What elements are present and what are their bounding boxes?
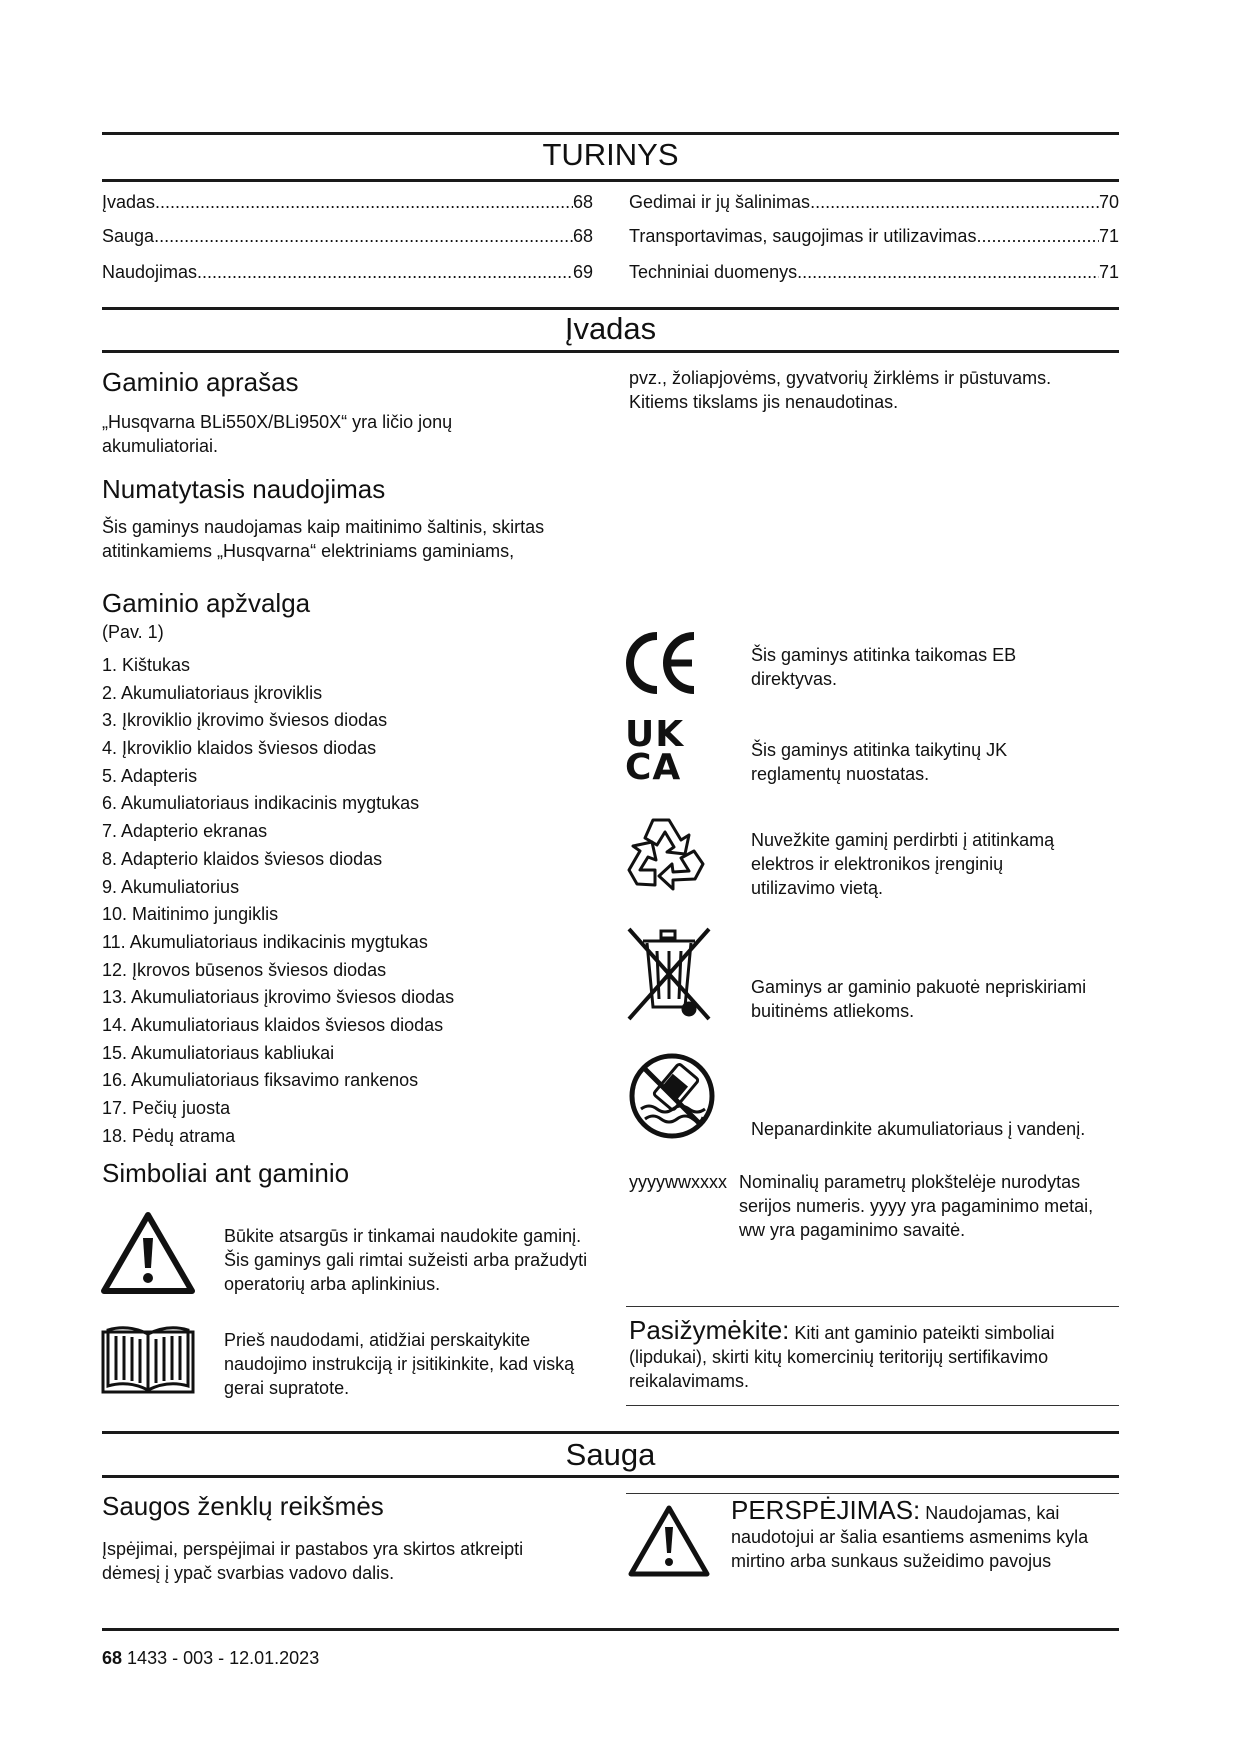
recycle-icon — [623, 812, 711, 898]
sauga-top-rule — [102, 1431, 1119, 1434]
list-item: 6. Akumuliatoriaus indikacinis mygtukas — [102, 793, 420, 814]
crossed-bin-icon — [623, 925, 715, 1021]
note-title: Pasižymėkite: — [629, 1315, 790, 1345]
ivadas-title: Įvadas — [564, 311, 657, 346]
toc-title: TURINYS — [542, 137, 679, 172]
toc-entry-ivadas[interactable]: Įvadas ..... 68 — [102, 192, 593, 213]
list-item: 4. Įkroviklio klaidos šviesos diodas — [102, 738, 377, 759]
safety-signs-text: Įspėjimai, perspėjimai ir pastabos yra skirtos atkreipti dėmesį į ypač svarbias vadovo dalis. — [102, 1539, 524, 1583]
list-item: 1. Kištukas — [102, 655, 191, 675]
intended-use-text-continued: pvz., žoliapjovėms, gyvatvorių žirklėms ir pūstuvams. Kitiems tikslams jis nenaudotinas. — [629, 368, 1052, 412]
no-immersion-icon — [627, 1051, 717, 1141]
page-number: 68 — [102, 1648, 123, 1668]
list-item: 8. Adapterio klaidos šviesos diodas — [102, 848, 383, 869]
warning-triangle-icon — [100, 1210, 196, 1296]
list-item: 3. Įkroviklio įkrovimo šviesos diodas — [102, 710, 388, 731]
warning-text: Naudojamas, kai naudotojui ar šalia esantiems asmenims kyla mirtino arba sunkaus sužeidimo pavojus — [731, 1503, 1089, 1571]
toc-entry-techniniai[interactable]: Techniniai duomenys ..... 71 — [629, 262, 1119, 283]
warning-title: PERSPĖJIMAS: — [731, 1495, 921, 1525]
intended-use-text: Šis gaminys naudojamas kaip maitinimo šaltinis, skirtas atitinkamiems „Husqvarna“ elektriniams gaminiams, — [102, 517, 545, 561]
sauga-title: Sauga — [565, 1437, 656, 1472]
list-item: 7. Adapterio ekranas — [102, 821, 268, 842]
list-item: 18. Pėdų atrama — [102, 1125, 236, 1146]
overview-heading: Gaminio apžvalga — [102, 588, 311, 618]
ivadas-top-rule — [102, 307, 1119, 310]
warning-triangle-icon — [627, 1503, 711, 1579]
manual-book-icon — [100, 1320, 196, 1398]
figure-reference: (Pav. 1) — [102, 622, 164, 642]
ce-mark-text: Šis gaminys atitinka taikomas EB direktyvas. — [751, 645, 1017, 689]
list-item: 12. Įkrovos būsenos šviesos diodas — [102, 959, 387, 980]
list-item: 5. Adapteris — [102, 765, 198, 786]
list-item: 14. Akumuliatoriaus klaidos šviesos diodas — [102, 1014, 444, 1035]
list-item: 10. Maitinimo jungiklis — [102, 904, 279, 925]
sauga-bottom-rule — [102, 1475, 1119, 1478]
toc-entry-gedimai[interactable]: Gedimai ir jų šalinimas ..... 70 — [629, 192, 1119, 213]
warning-box-text — [731, 1495, 1121, 1573]
toc-entry-sauga[interactable]: Sauga ..... 68 — [102, 226, 593, 247]
note-top-rule — [626, 1306, 1119, 1307]
warning-box-rule — [626, 1493, 1119, 1494]
page-footer — [102, 1648, 319, 1669]
weee-text: Gaminys ar gaminio pakuotė nepriskiriami buitinėms atliekoms. — [751, 977, 1087, 1021]
warning-symbol-text: Būkite atsargūs ir tinkamai naudokite gaminį. Šis gaminys gali rimtai sužeisti arba pražudyti operatorių arba aplinkinius. — [224, 1226, 588, 1294]
list-item: 11. Akumuliatoriaus indikacinis mygtukas — [102, 931, 428, 952]
ivadas-bottom-rule — [102, 350, 1119, 353]
document-id: 1433 - 003 - 12.01.2023 — [127, 1648, 320, 1668]
toc-bottom-rule — [102, 179, 1119, 182]
safety-signs-heading: Saugos ženklų reikšmės — [102, 1491, 384, 1521]
serial-text: Nominalių parametrų plokštelėje nurodytas serijos numeris. yyyy yra pagaminimo metai, ww yra pagaminimo savaitė. — [739, 1172, 1094, 1240]
list-item: 15. Akumuliatoriaus kabliukai — [102, 1042, 335, 1063]
toc-entry-transportavimas[interactable]: Transportavimas, saugojimas ir utilizavimas ..... 71 — [629, 226, 1119, 247]
note-box — [629, 1315, 1114, 1393]
list-item: 17. Pečių juosta — [102, 1098, 231, 1118]
serial-code: yyyywwxxxx — [629, 1172, 727, 1192]
description-text: „Husqvarna BLi550X/BLi950X“ yra ličio jonų akumuliatoriai. — [102, 412, 453, 456]
toc-top-rule — [102, 132, 1119, 135]
note-text: Kiti ant gaminio pateikti simboliai (lipdukai), skirti kitų komercinių teritorijų sertifikavimo reikalavimams. — [629, 1323, 1055, 1391]
recycle-text: Nuvežkite gaminį perdirbti į atitinkamą elektros ir elektronikos įrenginių utilizavimo vietą. — [751, 830, 1055, 898]
manual-symbol-text: Prieš naudodami, atidžiai perskaitykite naudojimo instrukciją ir įsitikinkite, kad viską gerai supratote. — [224, 1330, 575, 1398]
toc-entry-naudojimas[interactable]: Naudojimas ..... 69 — [102, 262, 593, 283]
list-item: 13. Akumuliatoriaus įkrovimo šviesos diodas — [102, 987, 455, 1008]
intended-use-heading: Numatytasis naudojimas — [102, 474, 386, 504]
description-heading: Gaminio aprašas — [102, 367, 299, 397]
symbols-heading: Simboliai ant gaminio — [102, 1158, 350, 1188]
ukca-mark-icon: UK CA — [625, 714, 685, 788]
ukca-mark-text: Šis gaminys atitinka taikytinų JK reglamentų nuostatas. — [751, 740, 1008, 784]
note-bottom-rule — [626, 1405, 1119, 1406]
list-item: 9. Akumuliatorius — [102, 876, 240, 897]
list-item: 2. Akumuliatoriaus įkroviklis — [102, 682, 323, 703]
ce-mark-icon — [626, 630, 698, 696]
footer-rule — [102, 1628, 1119, 1631]
no-immersion-text: Nepanardinkite akumuliatoriaus į vandenį. — [751, 1119, 1086, 1139]
list-item: 16. Akumuliatoriaus fiksavimo rankenos — [102, 1070, 419, 1091]
overview-parts-list — [102, 652, 454, 1150]
